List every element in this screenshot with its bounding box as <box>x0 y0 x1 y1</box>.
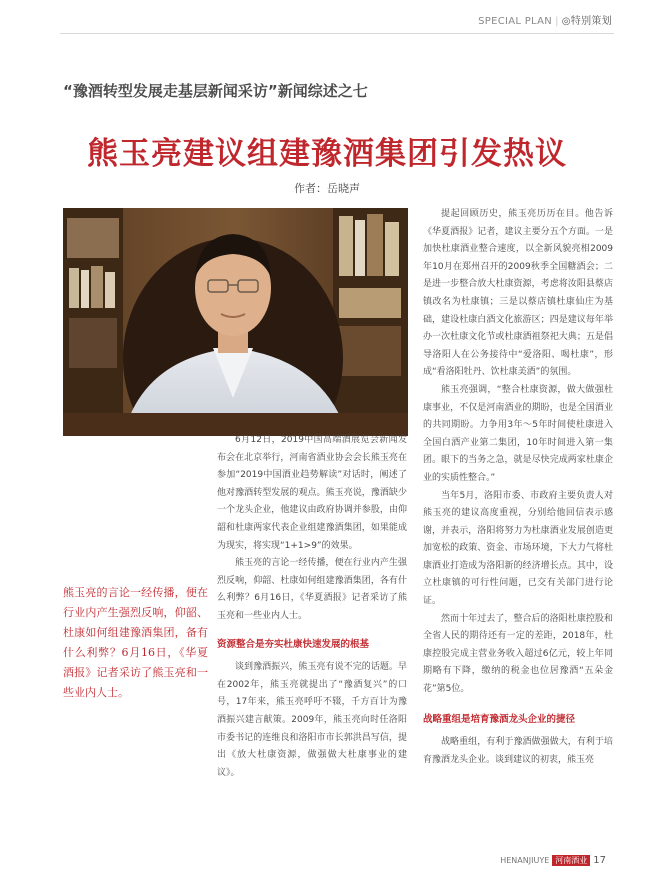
body-paragraph: 熊玉亮强调，“整合杜康资源，做大做强杜康事业，不仅是河南酒业的期盼，也是全国酒业的共同期盼。力争用3年～5年时间使杜康进入全国白酒产业第二集团，10年时间进入第一集团。眼下的当务之急，就是尽快完成两家杜康企业的实质性整合。” <box>423 384 613 483</box>
body-paragraph: 谈到豫酒振兴，熊玉亮有说不完的话题。早在2002年，熊玉亮就提出了“豫酒复兴”的口号，17年来，熊玉亮呼吁不辍，千方百计为豫酒振兴建言献策。2009年，熊玉亮向时任洛阳市委书记的连维良和洛阳市市长郭洪昌写信，提出《放大杜康资源，做强做大杜康事业的建议》。 <box>217 662 407 778</box>
section-header <box>478 12 612 27</box>
header-divider: | <box>555 16 559 27</box>
magazine-name-zh: 河南酒业 <box>552 855 590 866</box>
article-author: 作者：岳晓声 <box>294 182 360 195</box>
page-footer <box>500 855 606 866</box>
pull-quote: 熊玉亮的言论一经传播，便在行业内产生强烈反响，仰韶、杜康如何组建豫酒集团，备有什么利弊？6月16日，《华夏酒报》记者采访了熊玉亮和一些业内人士。 <box>63 586 208 699</box>
body-paragraph: 战略重组，有利于豫酒做强做大，有利于培育豫酒龙头企业。谈到建议的初衷，熊玉亮 <box>423 737 613 765</box>
article-kicker: “豫酒转型发展走基层新闻采访”新闻综述之七 <box>63 82 368 100</box>
body-paragraph: 熊玉亮的言论一经传播，便在行业内产生强烈反响，仰韶、杜康如何组建豫酒集团，各有什么利弊？6月16日，《华夏酒报》记者采访了熊玉亮和一些业内人士。 <box>217 558 407 621</box>
section-subhead: 资源整合是夯实杜康快速发展的根基 <box>217 638 370 650</box>
page-number: 17 <box>593 855 606 866</box>
article-title: 熊玉亮建议组建豫酒集团引发热议 <box>87 136 567 172</box>
magazine-name-en: HENANJIUYE <box>500 856 550 865</box>
body-paragraph: 提起回顾历史，熊玉亮历历在目。他告诉《华夏酒报》记者，建议主要分五个方面。一是加快杜康酒业整合速度，以全新风貌亮相2009年10月在郑州召开的2009秋季全国糖酒会；二是进一步整合放大杜康资源，考虑将汝阳县蔡店镇改名为杜康镇；三是以蔡店镇杜康仙庄为基础，建设杜康白酒文化旅游区；四是建议每年举办一次杜康文化节或杜康酒祖祭祀大典；五是倡导洛阳人在公务接待中“爱洛阳、喝杜康”，形成“看洛阳牡丹、饮杜康美酒”的氛围。 <box>423 209 613 378</box>
portrait-photo <box>63 208 408 436</box>
article-column-right <box>423 206 613 769</box>
body-paragraph: 6月12日，2019中国高端酒展览会新闻发布会在北京举行，河南省酒业协会会长熊玉亮在参加“2019中国酒业趋势解读”对话时，阐述了他对豫酒转型发展的观点。熊玉亮说，豫酒缺少一个龙头企业，他建议由政府协调并参股，由仰韶和杜康两家代表企业组建豫酒集团，如果能成为现实，将实现“1+1>9”的效果。 <box>217 435 407 551</box>
section-subhead: 战略重组是培育豫酒龙头企业的捷径 <box>423 713 576 725</box>
article-column-middle <box>217 432 407 782</box>
section-label-zh: ◎特别策划 <box>561 16 612 27</box>
body-paragraph: 当年5月，洛阳市委、市政府主要负责人对熊玉亮的建议高度重视，分别给他回信表示感谢，并表示，洛阳将努力为杜康酒业发展创造更加宽松的政策、资金、市场环境，下大力气将杜康酒业打造成为洛阳新的经济增长点。其中，设立杜康镇的可行性问题，已交有关部门进行论证。 <box>423 490 613 607</box>
body-paragraph: 然而十年过去了，整合后的洛阳杜康控股和全省人民的期待还有一定的差距，2018年，杜康控股完成主营业务收入超过6亿元，较上年同期略有下降，缴纳的税金也位居豫酒“五朵金花”第5位。 <box>423 613 613 695</box>
header-rule <box>60 33 614 34</box>
section-label-en: SPECIAL PLAN <box>478 16 553 27</box>
